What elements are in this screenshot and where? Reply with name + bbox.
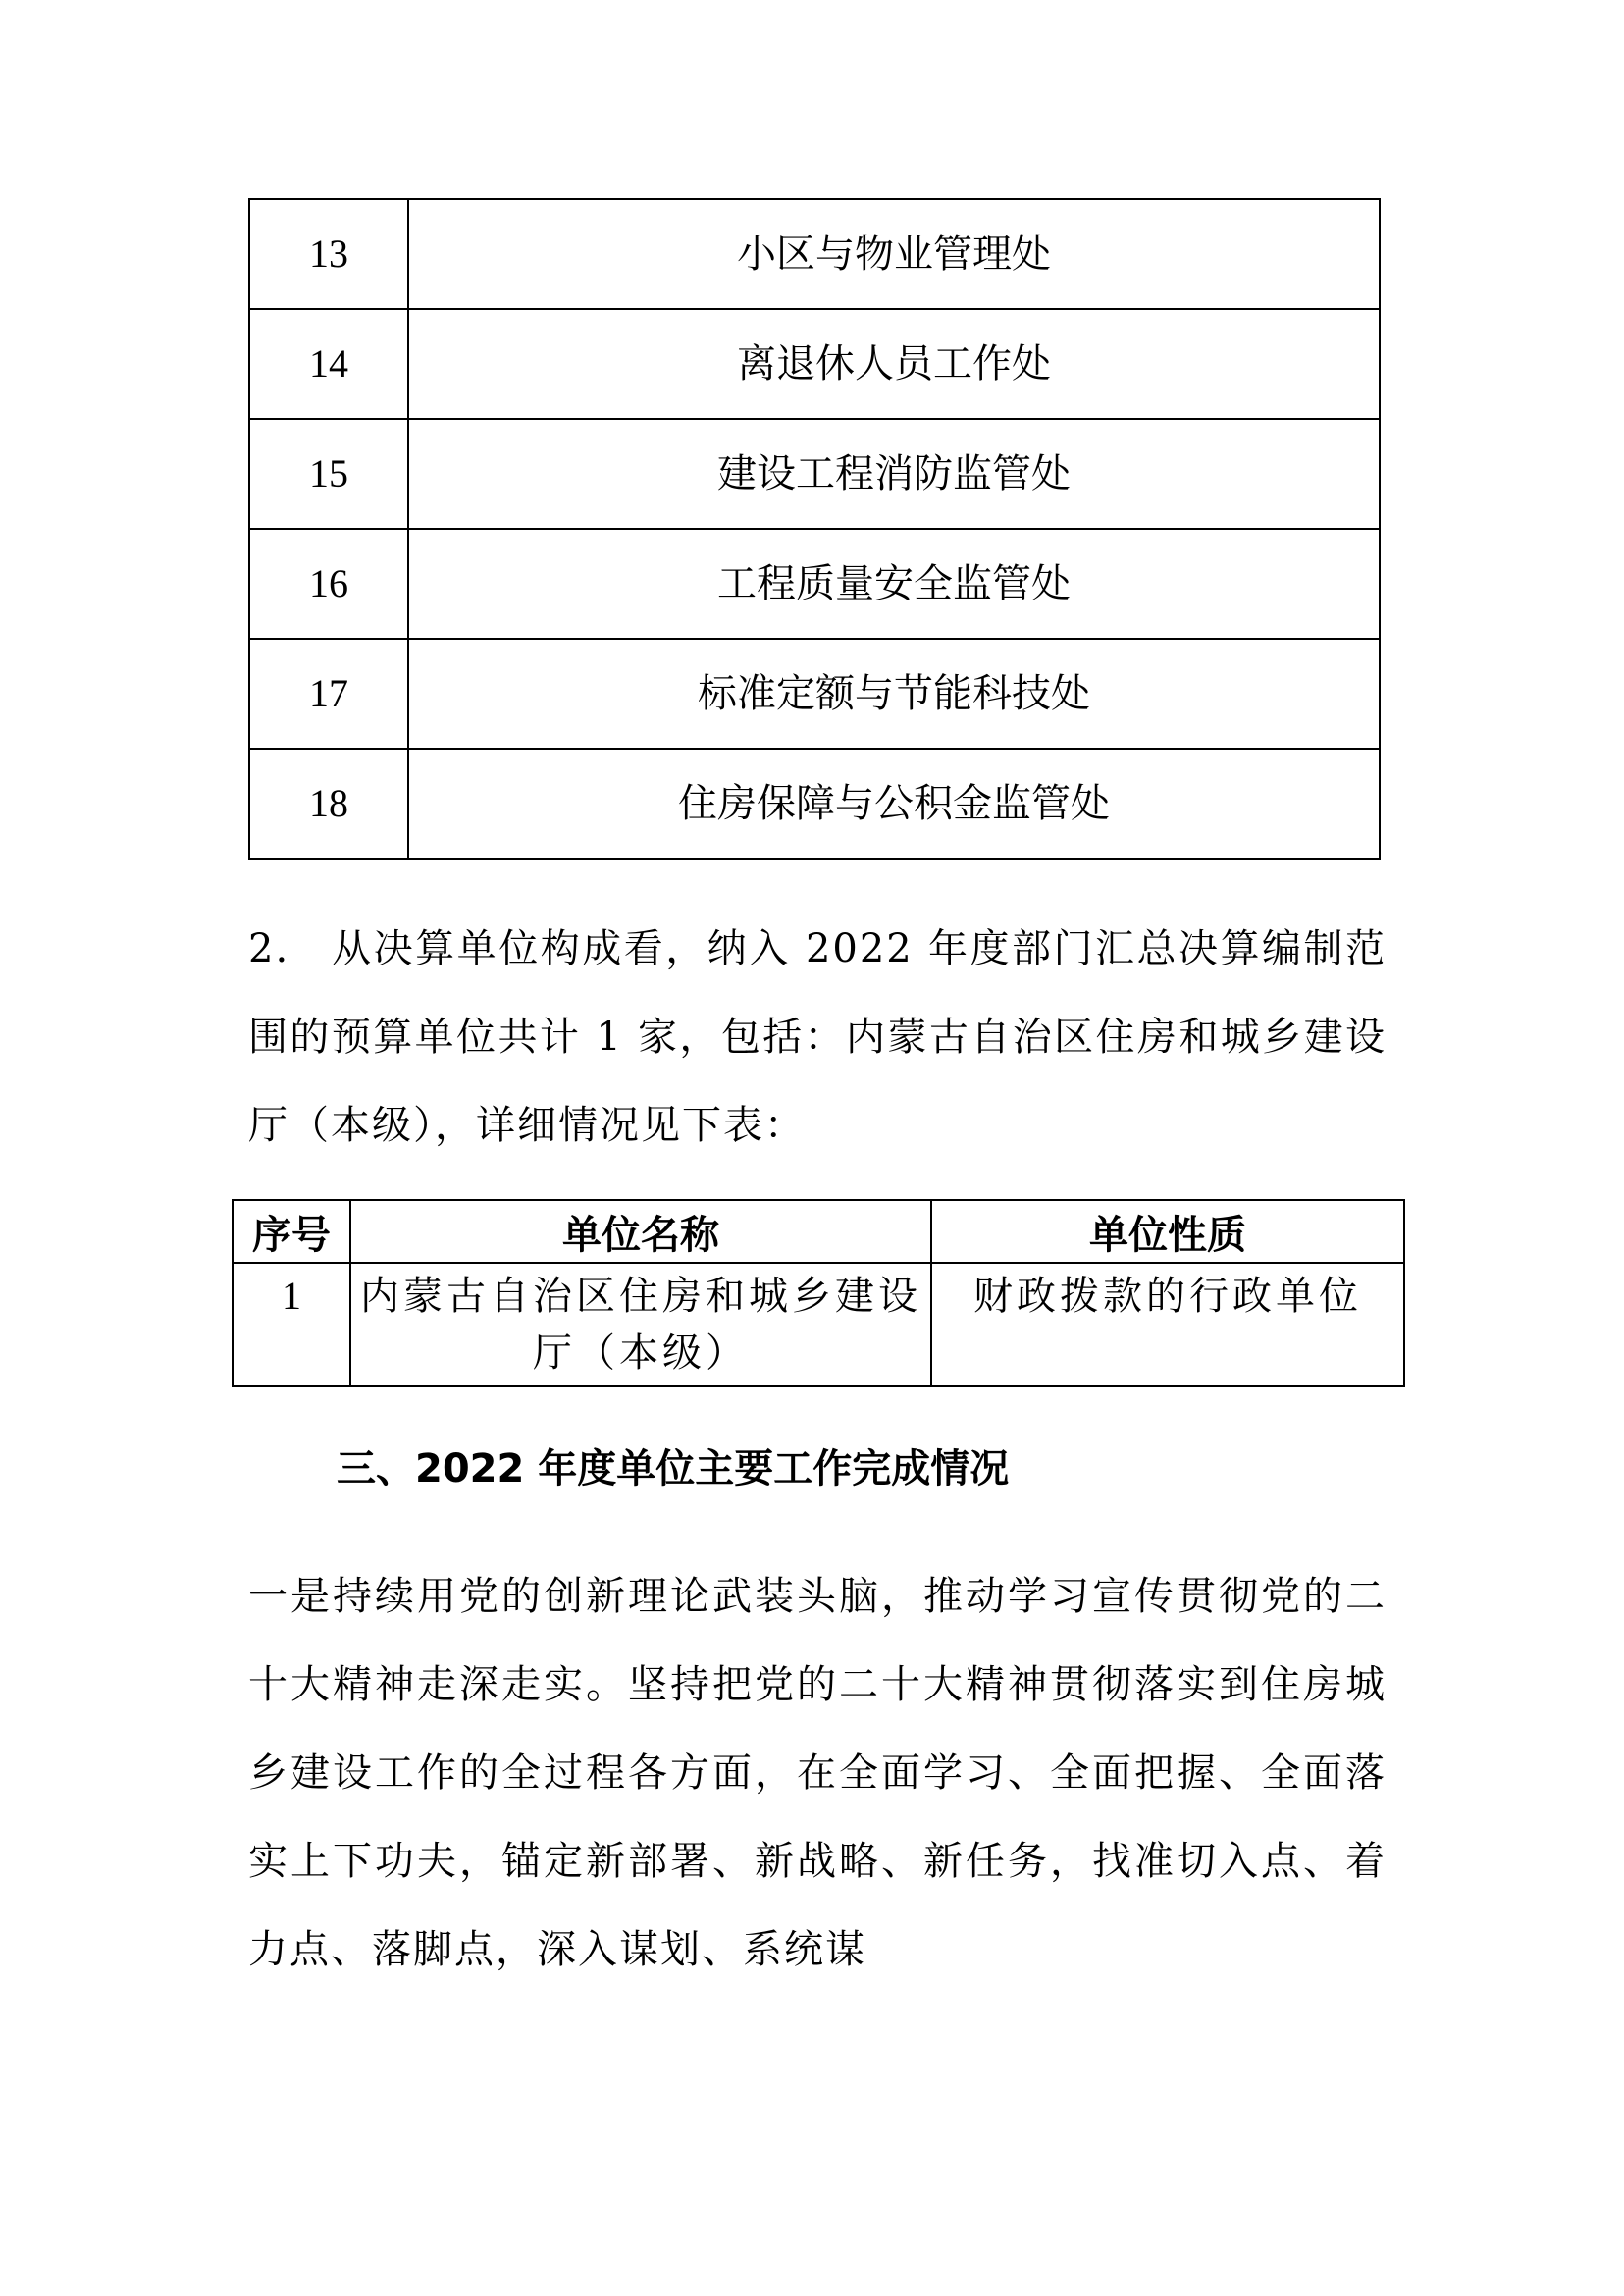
unit-nature: 财政拨款的行政单位 [931,1263,1404,1386]
row-number: 14 [249,309,408,419]
row-number: 17 [249,639,408,749]
department-name: 离退休人员工作处 [408,309,1380,419]
table-row [233,1263,1404,1386]
table-row [249,639,1380,749]
department-name: 住房保障与公积金监管处 [408,749,1380,859]
paragraph-work-summary: 一是持续用党的创新理论武装头脑，推动学习宣传贯彻党的二十大精神走深走实。坚持把党的二十大精神贯彻落实到住房城乡建设工作的全过程各方面，在全面学习、全面把握、全面落实上下功夫，锚定新部署、新战略、新任务，找准切入点、着力点、落脚点，深入谋划、系统谋 [248,1574,1387,1972]
row-number: 16 [249,529,408,639]
unit-name: 内蒙古自治区住房和城乡建设厅（本级） [350,1263,931,1386]
table-row [249,419,1380,529]
table-row [249,199,1380,309]
header-unit-name: 单位名称 [350,1200,931,1263]
paragraph-budget-units: 2. 从决算单位构成看，纳入 2022 年度部门汇总决算编制范围的预算单位共计 1 家，包括：内蒙古自治区住房和城乡建设厅（本级），详细情况见下表： [248,926,1387,1148]
row-number: 18 [249,749,408,859]
department-name: 建设工程消防监管处 [408,419,1380,529]
row-number: 13 [249,199,408,309]
section-heading: 三、2022 年度单位主要工作完成情况 [337,1446,1010,1491]
unit-serial-number: 1 [233,1263,350,1386]
table-row [249,309,1380,419]
row-number: 15 [249,419,408,529]
table-row [249,749,1380,859]
department-name: 工程质量安全监管处 [408,529,1380,639]
table-row [249,529,1380,639]
unit-table [232,1199,1405,1387]
table-header-row [233,1200,1404,1263]
department-table [248,198,1381,860]
header-unit-nature: 单位性质 [931,1200,1404,1263]
department-name: 小区与物业管理处 [408,199,1380,309]
header-serial-number: 序号 [233,1200,350,1263]
department-name: 标准定额与节能科技处 [408,639,1380,749]
